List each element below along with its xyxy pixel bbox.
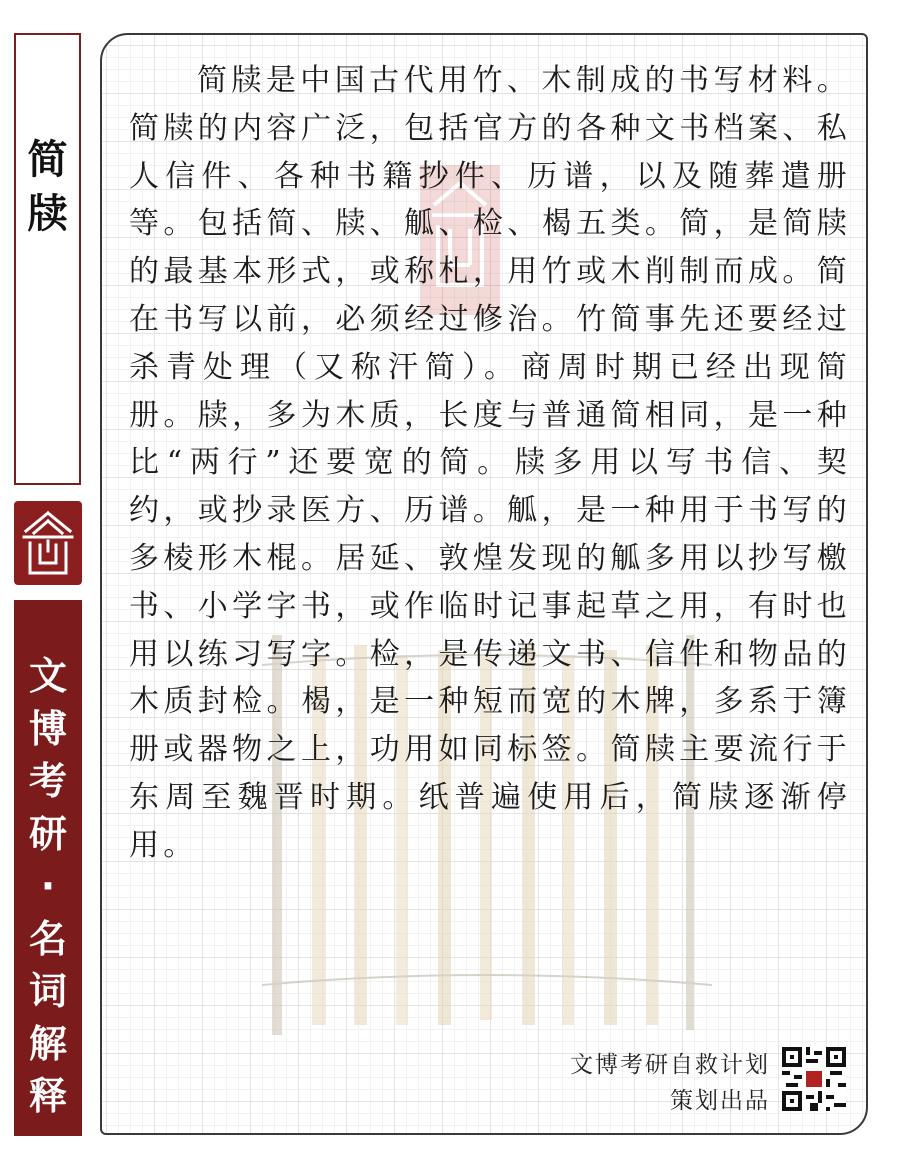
series-label (14, 600, 82, 1136)
article-panel (100, 33, 868, 1135)
series-char: 词 (28, 969, 67, 1013)
seal-logo (14, 501, 82, 585)
term-char: 牍 (27, 191, 68, 237)
credit-line-2: 策划出品 (670, 1088, 770, 1114)
series-char: 博 (28, 706, 67, 751)
credit-line-1: 文博考研自救计划 (570, 1052, 770, 1078)
article-body: 简牍是中国古代用竹、木制成的书写材料。简牍的内容广泛，包括官方的各种文书档案、私人信件、各种书籍抄件、历谱，以及随葬遣册等。包括简、牍、觚、检、楬五类。简，是简牍的最基本形式，或称札，用竹或木削制而成。简在书写以前，必须经过修治。竹简事先还要经过杀青处理（又称汗简）。商周时期已经出现简册。牍，多为木质，长度与普通简相同，是一种比“两行”还要宽的简。牍多用以写书信、契约，或抄录医方、历谱。觚，是一种用于书写的多棱形木棍。居延、敦煌发现的觚多用以抄写檄书、小学字书，或作临时记事起草之用，有时也用以练习写字。检，是传递文书、信件和物品的木质封检。楬，是一种短而宽的木牌，多系于簿册或器物之上，功用如同标签。简牍主要流行于东周至魏晋时期。纸普遍使用后，简牍逐渐停用。 (129, 63, 851, 863)
series-char: 名 (28, 916, 67, 961)
credit-footer (570, 1047, 770, 1119)
series-char: 释 (28, 1074, 67, 1118)
term-title-box (14, 33, 81, 485)
series-char: 研 (28, 811, 67, 856)
qr-code[interactable] (782, 1047, 846, 1111)
series-char: 解 (28, 1021, 67, 1066)
series-char: · (40, 864, 56, 908)
series-char: 文 (28, 654, 67, 698)
term-char: 简 (27, 137, 68, 183)
series-char: 考 (28, 759, 67, 803)
